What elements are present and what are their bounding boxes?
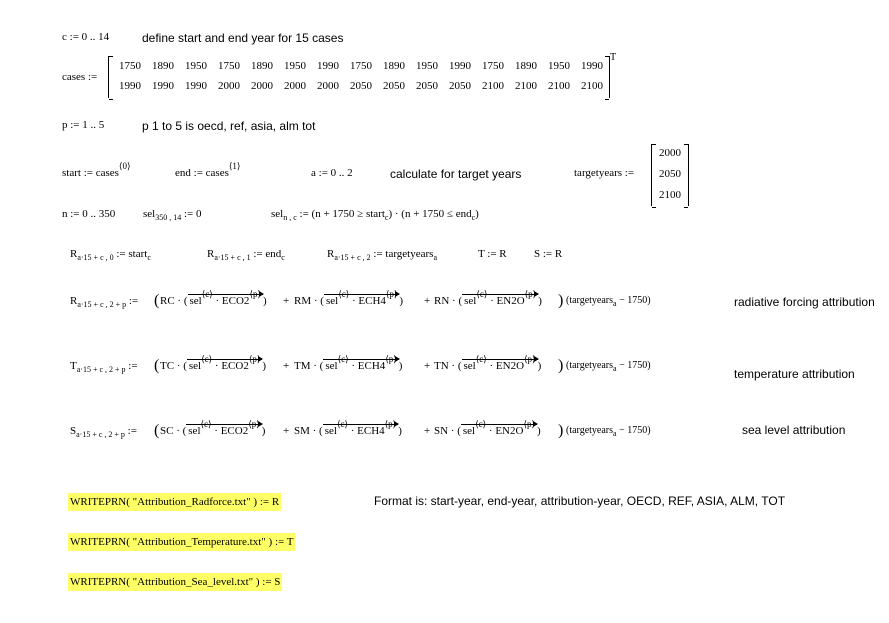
r-column-start-assignment: $R_{a\cdot 15 + c , 0}$ := start$_c$ [70,248,151,262]
c-variable: c [62,31,67,43]
cases-cell: 1990 [152,80,174,92]
cases-cell: 2050 [350,80,372,92]
cases-cell: 2100 [581,80,603,92]
eq-R-label: radiative forcing attribution [734,295,875,309]
cases-cell: 1950 [284,60,306,72]
r-column-target-assignment: $R_{a\cdot 15 + c , 2}$ := targetyears$_a$ [327,248,437,262]
cases-cell: 1890 [383,60,405,72]
sel-definition: sel$_{n , c}$ := (n + 1750 ≥ start$_c$) · (n + 1750 ≤ end$_c$) [271,208,479,222]
cases-cell: 1950 [416,60,438,72]
transpose-marker: T [610,52,617,63]
cases-cell: 2000 [218,80,240,92]
cases-cell: 2050 [416,80,438,92]
cases-cell: 1750 [350,60,372,72]
cases-cell: 1750 [218,60,240,72]
cases-cell: 1890 [152,60,174,72]
targetyears-cell: 2100 [659,189,681,201]
t-equals-r: T := R [478,248,507,260]
cases-cell: 1750 [119,60,141,72]
cases-cell: 2100 [482,80,504,92]
cases-label: cases := [62,71,98,83]
start-definition: start := cases$^{⟨0⟩}$ [62,161,131,179]
p-range-value: := 1 .. 5 [70,119,105,131]
cases-cell: 1890 [251,60,273,72]
target-years-comment: calculate for target years [390,167,522,181]
targetyears-vector [651,144,689,206]
cases-matrix [108,56,610,98]
cases-cell: 2100 [548,80,570,92]
cases-cell: 2000 [284,80,306,92]
r-column-end-assignment: $R_{a\cdot 15 + c , 1}$ := end$_c$ [207,248,285,262]
c-range-value: := 0 .. 14 [69,31,110,43]
c-range-comment: define start and end year for 15 cases [142,31,344,45]
cases-cell: 1990 [581,60,603,72]
targetyears-label: targetyears := [574,167,635,179]
cases-cell: 2100 [515,80,537,92]
cases-cell: 1990 [185,80,207,92]
cases-cell: 1950 [548,60,570,72]
cases-cell: 1990 [119,80,141,92]
cases-cell: 2050 [383,80,405,92]
sel-initialization: sel$_{350 , 14}$ := 0 [143,208,202,222]
cases-cell: 1990 [449,60,471,72]
cases-cell: 1750 [482,60,504,72]
eq-S-label: sea level attribution [742,423,846,437]
write-sealevel-statement[interactable]: WRITEPRN( "Attribution_Sea_level.txt" ) := S [68,573,282,591]
targetyears-cell: 2000 [659,147,681,159]
write-radforce-statement[interactable]: WRITEPRN( "Attribution_Radforce.txt" ) := R [68,493,281,511]
eq-T-label: temperature attribution [734,367,855,381]
cases-cell: 1950 [185,60,207,72]
p-range-definition [62,119,104,131]
s-equals-r: S := R [534,248,563,260]
a-range-definition: a := 0 .. 2 [311,167,353,179]
cases-cell: 2000 [251,80,273,92]
p-range-comment: p 1 to 5 is oecd, ref, asia, alm tot [142,119,316,133]
cases-cell: 2050 [449,80,471,92]
n-range-definition: n := 0 .. 350 [62,208,116,220]
targetyears-cell: 2050 [659,168,681,180]
cases-cell: 1890 [515,60,537,72]
format-note: Format is: start-year, end-year, attribution-year, OECD, REF, ASIA, ALM, TOT [374,494,786,508]
p-variable: p [62,119,68,131]
cases-cell: 2000 [317,80,339,92]
c-range-definition [62,31,109,43]
write-temperature-statement[interactable]: WRITEPRN( "Attribution_Temperature.txt" ) := T [68,533,295,551]
cases-cell: 1990 [317,60,339,72]
end-definition: end := cases$^{⟨1⟩}$ [175,161,241,179]
